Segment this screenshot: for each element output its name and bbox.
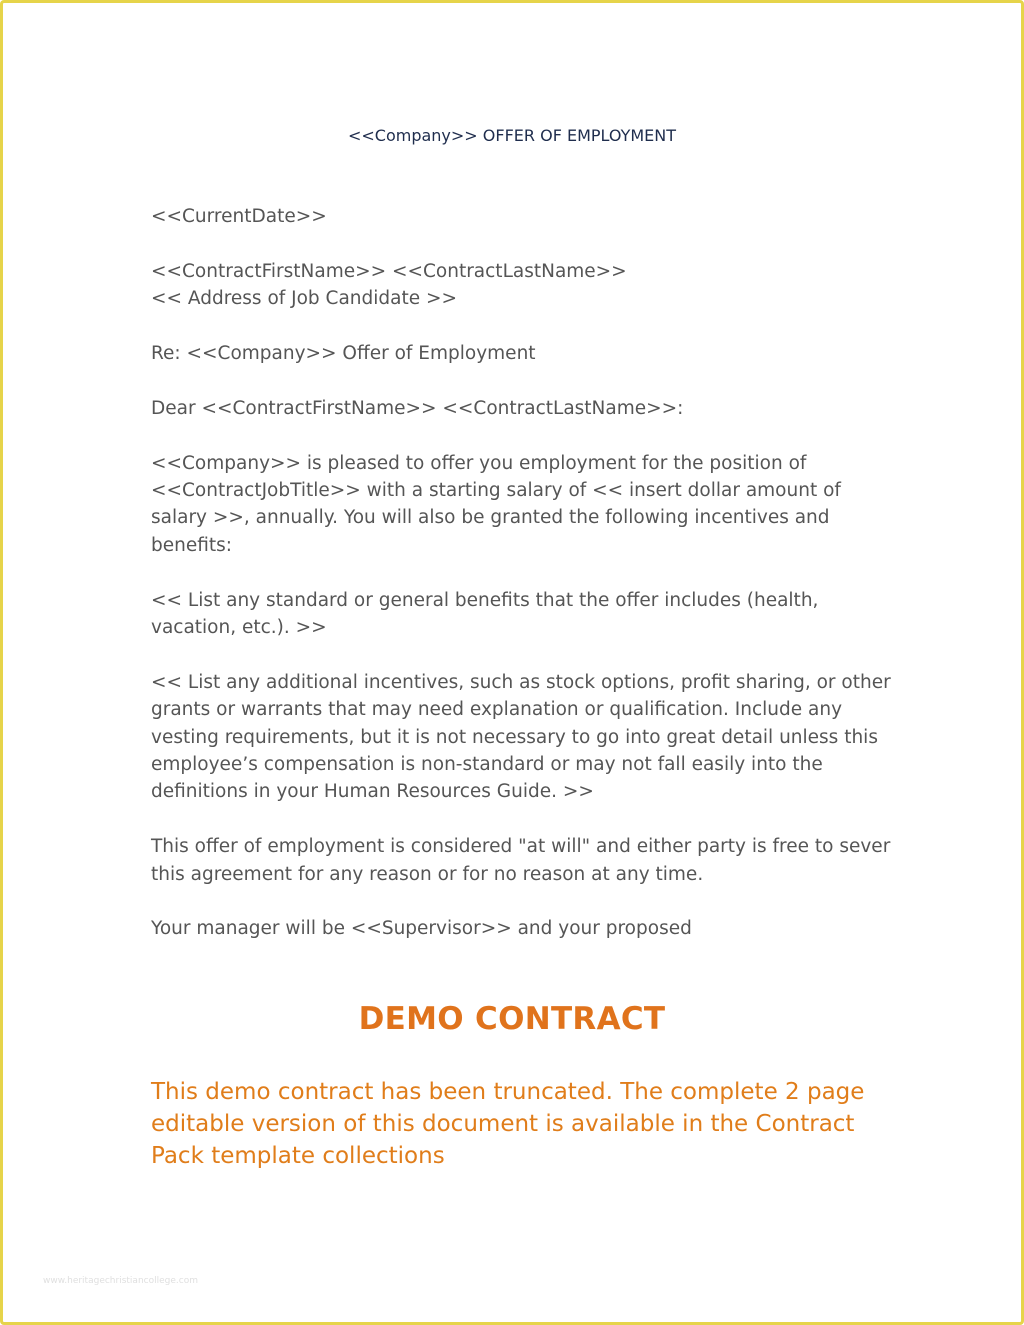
recipient-address: << Address of Job Candidate >> — [151, 288, 458, 310]
current-date: <<CurrentDate>> — [151, 206, 327, 227]
subject-line: Re: <<Company>> Offer of Employment — [151, 343, 536, 364]
salutation: Dear <<ContractFirstName>> <<ContractLastName>>: — [151, 397, 684, 419]
paragraph-standard-benefits: << List any standard or general benefits that the offer includes (health, vacation, etc.). >> — [151, 589, 819, 639]
paragraph-manager: Your manager will be <<Supervisor>> and your proposed — [151, 918, 692, 940]
paragraph-additional-incentives: << List any additional incentives, such as stock options, profit sharing, or other grants or warrants that may need explanation or qualification. Include any vesting requirements, but it is not necessary to go into great detail unless this employee’s compensation is non-standard or may not fall easily into the definitions in your Human Resources Guide. >> — [151, 671, 891, 803]
demo-heading: DEMO CONTRACT — [358, 1001, 666, 1037]
demo-note: This demo contract has been truncated. The complete 2 page editable version of this document is available in the Contract Pack template collections — [151, 1079, 865, 1169]
recipient-name: <<ContractFirstName>> <<ContractLastName>> — [151, 260, 627, 282]
recipient-block — [151, 258, 891, 313]
watermark-text: www.heritagechristiancollege.com — [43, 1276, 198, 1286]
paragraph-at-will: This offer of employment is considered "at will" and either party is free to sever this agreement for any reason or for no reason at any time. — [151, 836, 891, 885]
letter-body — [151, 203, 891, 970]
document-title: <<Company>> OFFER OF EMPLOYMENT — [347, 126, 677, 145]
paragraph-offer: <<Company>> is pleased to offer you employment for the position of <<ContractJobTitle>> with a starting salary of << insert dollar amount of salary >>, annually. You will also be granted the following incentives and benefits: — [151, 452, 841, 556]
